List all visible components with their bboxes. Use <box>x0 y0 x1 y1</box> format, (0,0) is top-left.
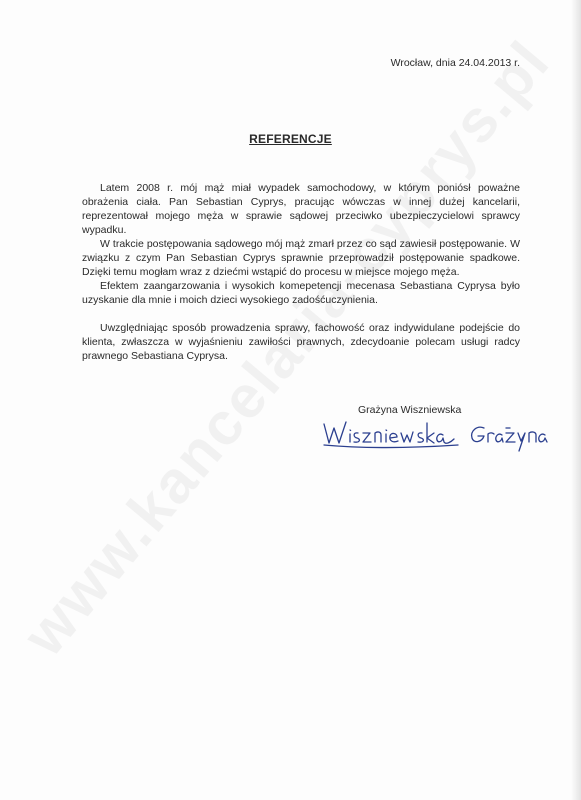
document-title: REFERENCJE <box>249 132 332 146</box>
signer-name: Grażyna Wiszniewska <box>358 404 462 416</box>
paragraph-2: W trakcie postępowania sądowego mój mąż zmarł przez co sąd zawiesił postępowanie. W związku z czym Pan Sebastian Cyprys sprawnie przeprowadził postępowanie spadkowe. Dzięki temu mogłam wraz z dziećmi wstąpić do procesu w miejsce mojego męża. <box>82 238 520 278</box>
paragraph-4: Uwzględniając sposób prowadzenia sprawy, fachowość oraz indywidulane podejście do klienta, zwłaszcza w wyjaśnieniu zawiłości prawnych, zdecydoanie polecam usługi radcy prawnego Sebastiana Cyprysa. <box>82 322 520 362</box>
paragraph-3: Efektem zaangarzowania i wysokich komepetencji mecenasa Sebastiana Cyprysa było uzyskanie dla mnie i moich dzieci wysokiego zadośćuczynienia. <box>82 280 520 306</box>
letter-body <box>82 181 520 363</box>
place-date: Wrocław, dnia 24.04.2013 r. <box>390 57 520 69</box>
handwritten-signature <box>318 414 558 454</box>
paragraph-1: Latem 2008 r. mój mąż miał wypadek samochodowy, w którym poniósł poważne obrażenia ciała. Pan Sebastian Cyprys, pracując wówczas w innej dużej kancelarii, reprezentował mojego męża w sprawie sądowej przeciwko ubezpieczycielowi sprawcy wypadku. <box>82 182 520 236</box>
scan-edge-shadow <box>571 0 581 800</box>
